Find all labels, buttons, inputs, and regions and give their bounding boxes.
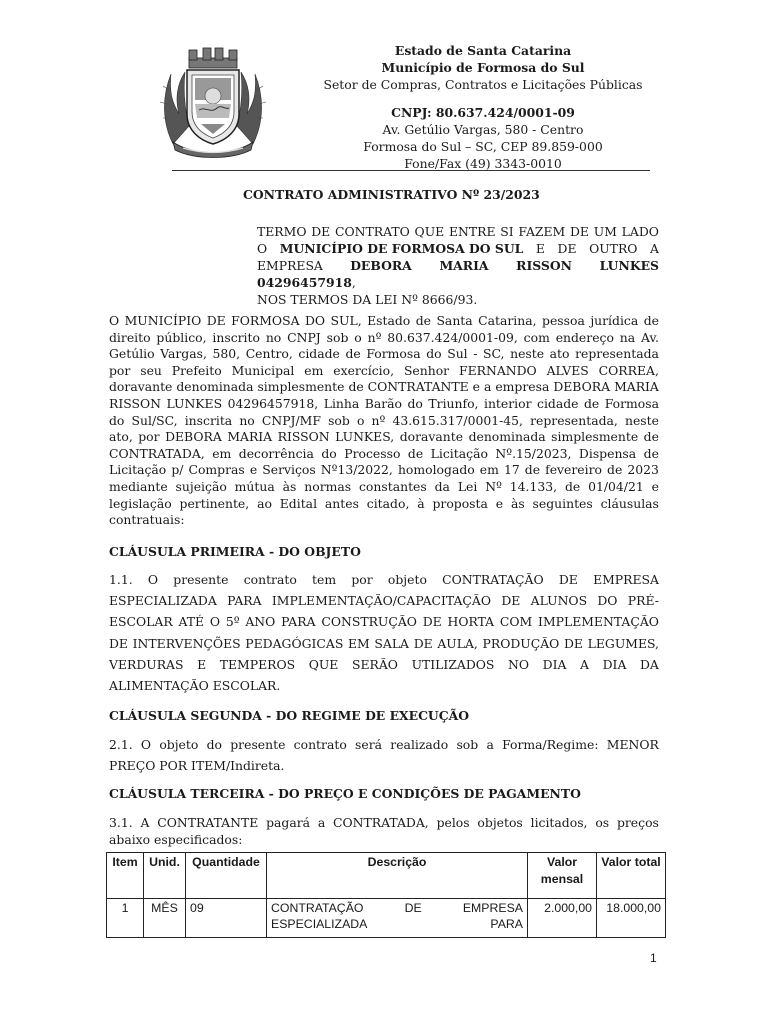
text-line: legislação pertinente, ao Edital antes citado, à proposta e às seguintes cláusulas (109, 495, 659, 511)
municipality-name: Município de Formosa do Sul (381, 60, 585, 75)
text-line: PREÇO POR ITEM/Indireta. (109, 758, 285, 774)
state-name: Estado de Santa Catarina (394, 43, 572, 58)
text-line: do Sul/SC, inscrita no CNPJ/MF sob o nº 43.615.317/0001-45, representada, neste (109, 412, 659, 428)
col-monthly-value: Valor mensal (528, 853, 597, 899)
text-line: 2.1. O objeto do presente contrato será realizado sob a Forma/Regime: MENOR (109, 737, 659, 752)
col-unit: Unid. (144, 853, 186, 899)
text-line: 1.1. O presente contrato tem por objeto CONTRATAÇÃO DE EMPRESA (109, 572, 659, 587)
cell-total-value: 18.000,00 (597, 899, 666, 938)
clause-2-heading: CLÁUSULA SEGUNDA - DO REGIME DE EXECUÇÃO (109, 708, 470, 723)
price-table (106, 852, 666, 938)
col-quantity: Quantidade (186, 853, 267, 899)
text-line: ESPECIALIZADA PARA IMPLEMENTAÇÃO/CAPACITAÇÃO DE ALUNOS DO PRÉ- (109, 593, 659, 609)
phone: Fone/Fax (49) 3343-0010 (404, 156, 562, 171)
clause-3-heading: CLÁUSULA TERCEIRA - DO PREÇO E CONDIÇÕES DE PAGAMENTO (109, 786, 581, 801)
text-line: por seu Prefeito Municipal em exercício, Senhor FERNANDO ALVES CORREA, (109, 362, 659, 378)
text-line: direito público, inscrito no CNPJ sob o nº 80.637.424/0001-09, com endereço na Av. (109, 329, 659, 345)
clause-1-body (109, 569, 659, 696)
text-line: VERDURAS E TEMPEROS QUE SERÃO UTILIZADOS NO DIA A DIA DA (109, 656, 659, 672)
preamble-line: TERMO DE CONTRATO QUE ENTRE SI FAZEM DE UM LADO (257, 224, 659, 239)
text-line: ALIMENTAÇÃO ESCOLAR. (109, 678, 281, 694)
intro-paragraph (109, 313, 659, 529)
cell-description: CONTRATAÇÃO DE EMPRESA ESPECIALIZADA PARA (267, 899, 528, 938)
col-item: Item (107, 853, 144, 899)
text-line: mediante sujeição mútua às normas constantes da Lei Nº 14.133, de 01/04/21 e (109, 478, 659, 494)
department-name: Setor de Compras, Contratos e Licitações Públicas (323, 77, 643, 92)
cell-unit: MÊS (144, 899, 186, 938)
text-line: doravante denominada simplesmente de CONTRATANTE e a empresa DEBORA MARIA (109, 379, 659, 395)
table-header-row (107, 853, 666, 899)
preamble-line: EMPRESA DEBORA MARIA RISSON LUNKES 04296457918, (257, 258, 659, 290)
col-description: Descrição (267, 853, 528, 899)
col-total-value: Valor total (597, 853, 666, 899)
text-line: ESCOLAR ATÉ O 5º ANO PARA CONSTRUÇÃO DE HORTA COM IMPLEMENTAÇÃO (109, 614, 659, 630)
clause-3-body (109, 815, 659, 848)
cnpj: CNPJ: 80.637.424/0001-09 (391, 105, 575, 120)
clause-1-heading: CLÁUSULA PRIMEIRA - DO OBJETO (109, 544, 361, 559)
municipal-coat-of-arms-icon (155, 44, 271, 160)
page-number: 1 (650, 951, 657, 965)
text-line: ato, por DEBORA MARIA RISSON LUNKES, doravante denominada simplesmente de (109, 429, 659, 445)
contract-title: CONTRATO ADMINISTRATIVO Nº 23/2023 (243, 187, 540, 202)
text-line: DE INTERVENÇÕES PEDAGÓGICAS EM SALA DE AULA, PRODUÇÃO DE LEGUMES, (109, 635, 659, 651)
preamble-line: O MUNICÍPIO DE FORMOSA DO SUL E DE OUTRO A (257, 241, 659, 256)
preamble-line: NOS TERMOS DA LEI Nº 8666/93. (257, 292, 478, 307)
text-line: contratuais: (109, 512, 185, 528)
cell-monthly-value: 2.000,00 (528, 899, 597, 938)
text-line: 3.1. A CONTRATANTE pagará a CONTRATADA, pelos objetos licitados, os preços (109, 815, 659, 830)
text-line: Getúlio Vargas, 580, Centro, cidade de Formosa do Sul - SC, neste ato representada (109, 346, 659, 362)
letterhead (300, 42, 666, 172)
contract-preamble (257, 223, 659, 308)
text-line: RISSON LUNKES 04296457918, Linha Barão do Triunfo, interior cidade de Formosa (109, 395, 659, 411)
text-line: CONTRATADA, em decorrência do Processo de Licitação Nº.15/2023, Dispensa de (109, 445, 659, 461)
table-row (107, 899, 666, 938)
cell-item: 1 (107, 899, 144, 938)
text-line: Licitação p/ Compras e Serviços Nº13/2022, homologado em 17 de fevereiro de 2023 (109, 462, 659, 478)
text-line: abaixo especificados: (109, 831, 243, 847)
header-divider (172, 170, 650, 171)
cell-quantity: 09 (186, 899, 267, 938)
address-line-2: Formosa do Sul – SC, CEP 89.859-000 (363, 139, 603, 154)
address-line-1: Av. Getúlio Vargas, 580 - Centro (382, 122, 584, 137)
text-line: O MUNICÍPIO DE FORMOSA DO SUL, Estado de Santa Catarina, pessoa jurídica de (109, 313, 659, 328)
clause-2-body (109, 734, 659, 776)
